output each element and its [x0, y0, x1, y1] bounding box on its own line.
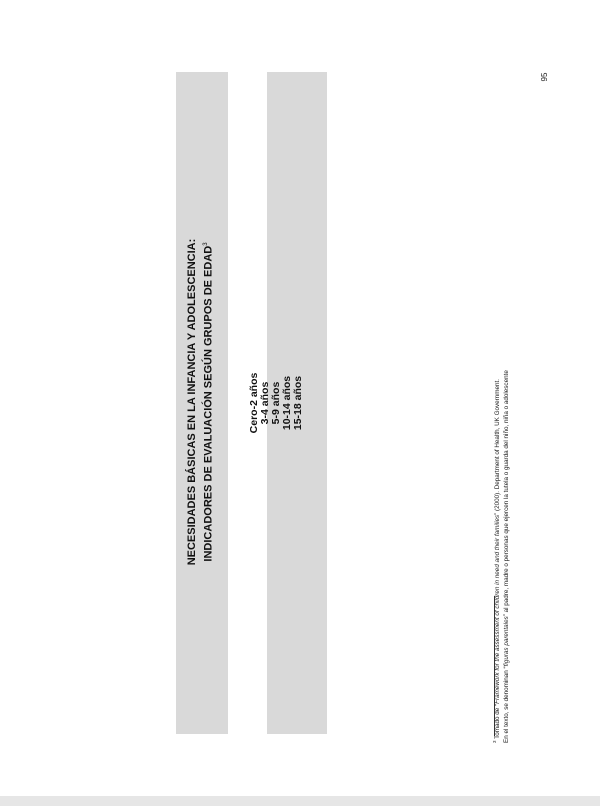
title-line-1: NECESIDADES BÁSICAS EN LA INFANCIA Y ADOLESCENCIA: [186, 238, 198, 566]
age-group-1: 3-4 años [259, 381, 271, 425]
title-line-2 [199, 222, 216, 582]
footnote [490, 273, 511, 743]
footnote-term: figuras parentales [503, 616, 511, 667]
title-line-2-text: INDICADORES DE EVALUACIÓN SEGÚN GRUPOS DE EDAD [202, 245, 215, 562]
page-number: 95 [540, 72, 549, 82]
footnote-marker: 3 [492, 740, 497, 743]
age-groups-list [249, 361, 331, 445]
footnote-line-2: En el texto, se denominan “figuras parentales” al padre, madre o personas que ejercen la tutela o guarda del niño, niña o adolescente [503, 370, 511, 743]
viewer-bottom-strip [0, 796, 600, 806]
age-group-2: 5-9 años [270, 381, 282, 425]
age-group-3: 10-14 años [281, 375, 293, 431]
footnote-source-title: Framework for the assessment of children in need and their families [494, 514, 502, 704]
age-group-0: Cero-2 años [248, 372, 260, 434]
footnote-line-1: $^3$ Tomado de “Framework for the assessment of children in need and their families” (2000). Department of Health, UK Government. [492, 379, 502, 743]
title-footnote-marker: 3 [203, 242, 209, 246]
age-group-4: 15-18 años [292, 375, 304, 431]
page-title [185, 222, 221, 582]
